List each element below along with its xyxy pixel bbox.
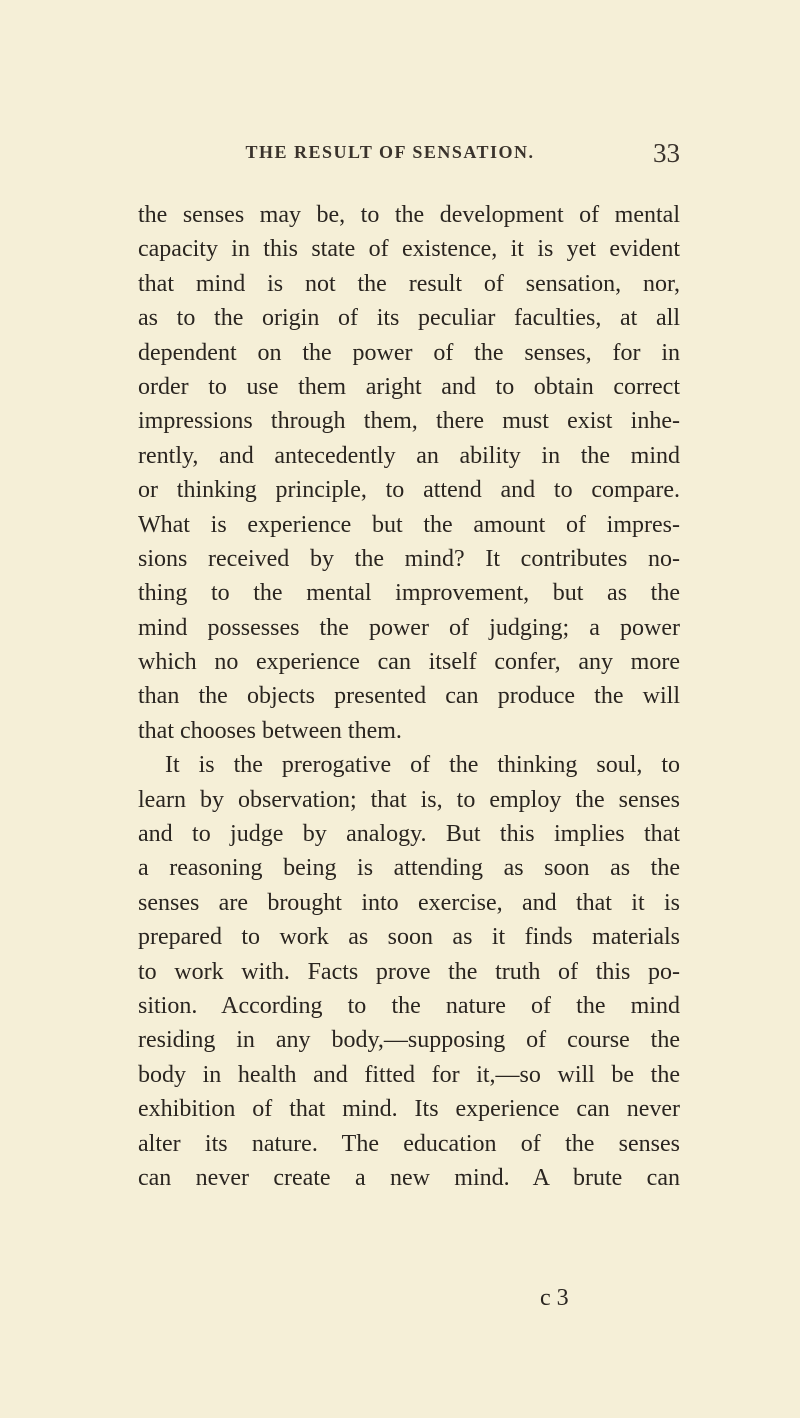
text-line: a reasoning being is attending as soon as the [138,855,680,882]
text-line: and to judge by analogy. But this implies that [138,821,680,848]
text-line: to work with. Facts prove the truth of this po- [138,958,680,985]
page-number: 33 [653,138,680,168]
text-line: sions received by the mind? It contributes no- [138,545,680,572]
text-line: prepared to work as soon as it finds materials [138,924,680,951]
signature-mark: c 3 [540,1285,569,1311]
running-head [0,138,800,172]
text-line: dependent on the power of the senses, for in [138,339,680,366]
text-line: or thinking principle, to attend and to compare. [138,477,680,504]
text-line: residing in any body,—supposing of course the [138,1027,680,1054]
text-line: than the objects presented can produce the will [138,683,680,710]
text-line: exhibition of that mind. Its experience can never [138,1096,680,1123]
text-line: thing to the mental improvement, but as the [138,580,680,607]
text-line: which no experience can itself confer, any more [138,649,680,676]
text-line: It is the prerogative of the thinking soul, to [165,752,680,779]
text-line: mind possesses the power of judging; a power [138,614,680,641]
text-line: capacity in this state of existence, it is yet evident [138,236,680,263]
text-line: that mind is not the result of sensation, nor, [138,270,680,297]
text-line: body in health and fitted for it,—so will be the [138,1061,680,1088]
text-line: the senses may be, to the development of mental [138,202,680,228]
text-line: can never create a new mind. A brute can [138,1164,680,1191]
text-line: alter its nature. The education of the senses [138,1130,680,1157]
text-line: learn by observation; that is, to employ the senses [138,786,680,813]
text-line: sition. According to the nature of the mind [138,992,680,1019]
text-line: order to use them aright and to obtain correct [138,373,680,400]
text-line: that chooses between them. [138,717,402,744]
text-line: as to the origin of its peculiar faculties, at all [138,305,680,332]
body-text [138,198,680,1195]
running-title: THE RESULT OF SENSATION. [245,142,535,162]
text-line: rently, and antecedently an ability in the mind [138,442,680,469]
text-line: impressions through them, there must exist inhe- [138,408,680,435]
text-line: senses are brought into exercise, and that it is [138,889,680,916]
text-line: What is experience but the amount of impres- [138,511,680,538]
